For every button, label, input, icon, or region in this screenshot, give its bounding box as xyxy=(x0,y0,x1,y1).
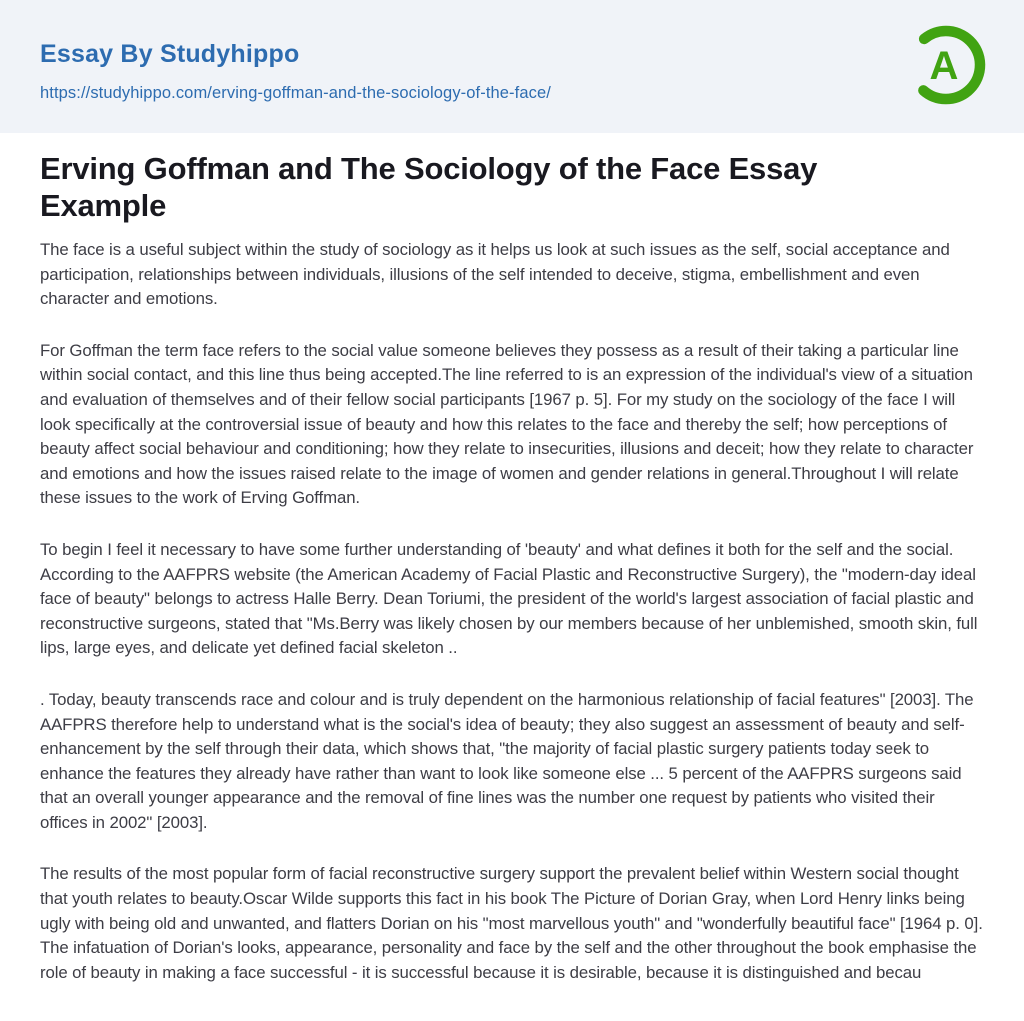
essay-paragraph: The face is a useful subject within the study of sociology as it helps us look at such issues as the self, social acceptance and participation, relationships between individuals, illusions of the self intended to deceive, stigma, embellishment and even character and emotions. xyxy=(40,240,950,309)
essay-paragraph: For Goffman the term face refers to the social value someone believes they possess as a result of their taking a particular line within social contact, and this line thus being accepted.The line referred to is an expression of the individual's view of a situation and evaluation of themselves and of their fellow social participants [1967 p. 5]. For my study on the sociology of the face I will look specifically at the controversial issue of beauty and how this relates to the face and thereby the self; how perceptions of beauty affect social behaviour and conditioning; how they relate to insecurities, illusions and deceit; how they relate to character and emotions and how the issues raised relate to the image of women and gender relations in general.Throughout I will relate these issues to the work of Erving Goffman. xyxy=(40,340,974,508)
brand-title: Essay By Studyhippo xyxy=(40,40,300,68)
header-text xyxy=(40,0,551,133)
essay-content xyxy=(0,150,1024,985)
essay-paragraph: . Today, beauty transcends race and colour and is truly dependent on the harmonious relationship of facial features" [2003]. The AAFPRS therefore help to understand what is the social's idea of beauty; they also suggest an assessment of beauty and self-enhancement by the self through their data, which shows that, "the majority of facial plastic surgery patients today seek to enhance the features they already have rather than want to look like someone else ... 5 percent of the AAFPRS surgeons said that an overall younger appearance and the removal of fine lines was the number one request by patients who visited their offices in 2002" [2003]. xyxy=(40,689,974,832)
essay-paragraph: The results of the most popular form of facial reconstructive surgery support the prevalent belief within Western social thought that youth relates to beauty.Oscar Wilde supports this fact in his book The Picture of Dorian Gray, when Lord Henry links being ugly with being old and unwanted, and flatters Dorian on his "most marvellous youth" and "wonderfully beautiful face" [1964 p. 0]. The infatuation of Dorian's looks, appearance, personality and face by the self and the other throughout the book emphasise the role of beauty in making a face successful - it is successful because it is desirable, because it is distinguished and becau xyxy=(40,864,983,982)
essay-title: Erving Goffman and The Sociology of the Face Essay Example xyxy=(40,151,818,223)
studyhippo-logo xyxy=(902,21,990,109)
logo-letter: A xyxy=(929,44,959,88)
essay-paragraph: To begin I feel it necessary to have some further understanding of 'beauty' and what defines it both for the self and the social. According to the AAFPRS website (the American Academy of Facial Plastic and Reconstructive Surgery), the "modern-day ideal face of beauty" belongs to actress Halle Berry. Dean Toriumi, the president of the world's largest association of facial plastic and reconstructive surgeons, stated that "Ms.Berry was likely chosen by our members because of her unblemished, smooth skin, full lips, large eyes, and delicate yet defined facial skeleton .. xyxy=(40,539,978,658)
essay-body xyxy=(40,238,984,985)
header xyxy=(0,0,1024,133)
essay-url-link[interactable]: https://studyhippo.com/erving-goffman-and-the-sociology-of-the-face/ xyxy=(40,84,551,102)
